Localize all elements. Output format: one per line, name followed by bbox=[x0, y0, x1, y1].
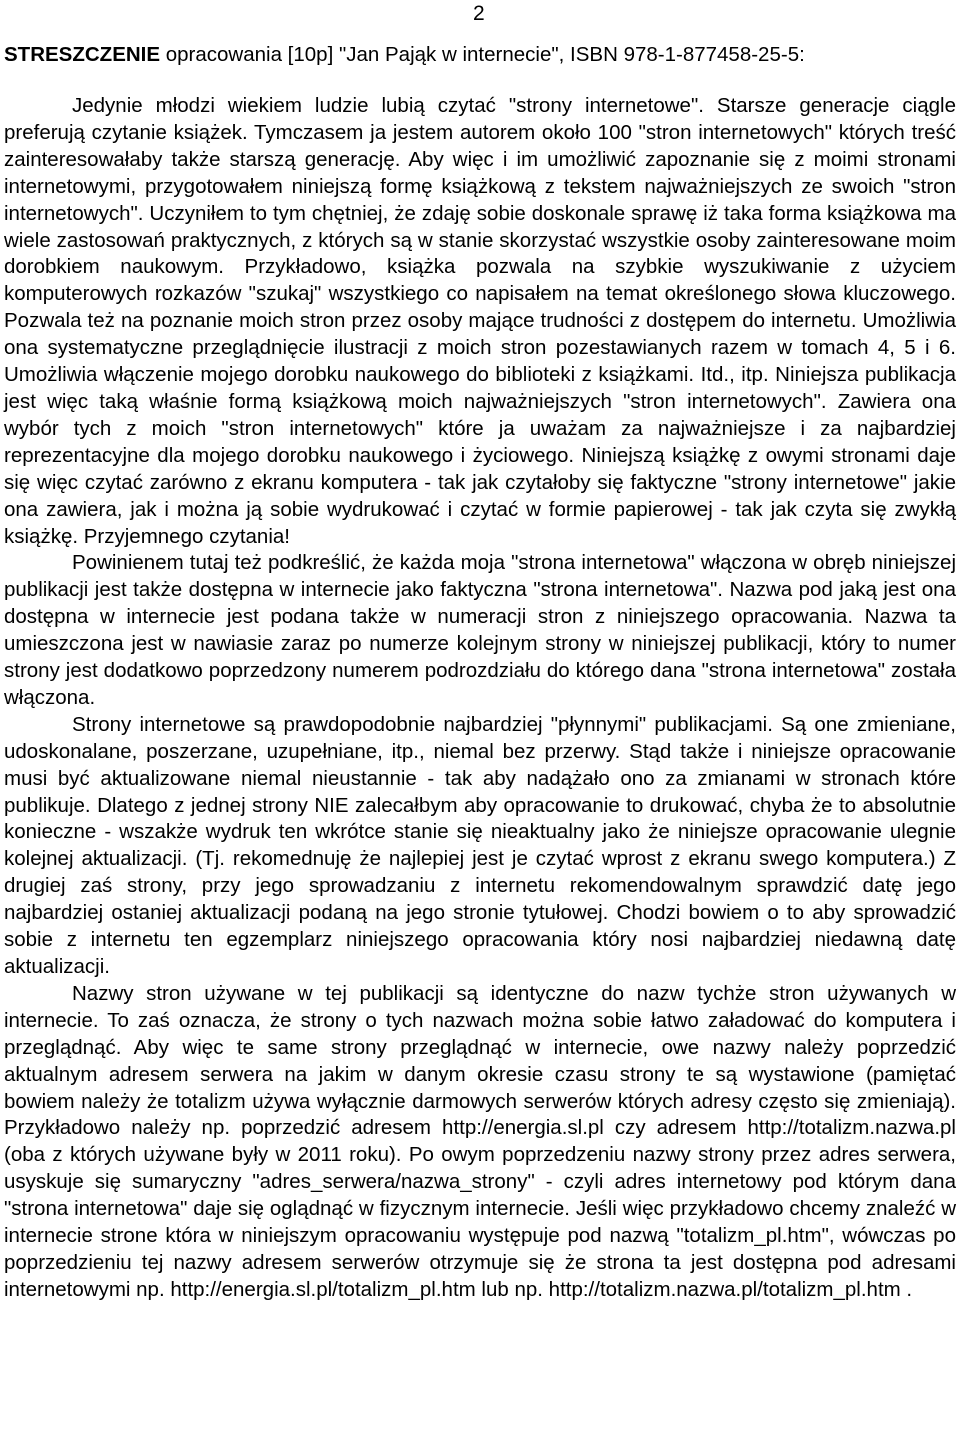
page-number: 2 bbox=[473, 2, 485, 25]
document-body bbox=[4, 93, 956, 1304]
paragraph-page-names: Nazwy stron używane w tej publikacji są identyczne do nazw tychże stron używanych w internecie. To zaś oznacza, że strony o tych nazwach można sobie łatwo załadować do komputera i przeglądnąć. Aby więc te same strony przeglądnąć w internecie, owe nazwy należy poprzedzić aktualnym adresem serwera na jakim w danym okresie czasu strony te są wystawione (pamiętać bowiem należy że totalizm używa wyłącznie darmowych serwerów których adresy często się zmieniają). Przykładowo należy np. poprzedzić adresem http://energia.sl.pl czy adresem http://totalizm.nazwa.pl (oba z których używane były w 2011 roku). Po owym poprzedzeniu nazwy strony przez adres serwera, usyskuje się sumaryczny "adres_serwera/nazwa_strony" - czyli adres internetowy pod którym dana "strona internetowa" daje się oglądnąć w fizycznym internecie. Jeśli więc przykładowo chcemy znaleźć w internecie strone która w niniejszym opracowaniu występuje pod nazwą "totalizm_pl.htm", wówczas po poprzedzieniu tej nazwy adresem serwerów otrzymuje się że strona ta jest dostępna pod adresami internetowymi np. http://energia.sl.pl/totalizm_pl.htm lub np. http://totalizm.nazwa.pl/totalizm_pl.htm . bbox=[4, 981, 956, 1301]
heading-title: STRESZCZENIE bbox=[4, 43, 161, 66]
heading-subtitle: opracowania [10p] "Jan Pająk w internecie", ISBN 978-1-877458-25-5: bbox=[160, 43, 805, 66]
paragraph-availability: Powinienem tutaj też podkreślić, że każda moja "strona internetowa" włączona w obręb niniejszej publikacji jest także dostępna w internecie jako faktyczna "strona internetowa". Nazwa pod jaką jest ona dostępna w internecie jest podana także w numeracji stron z niniejszego opracowania. Nazwa ta umieszczona jest w nawiasie zaraz po numerze kolejnym strony w niniejszej publikacji, który to numer strony jest dodatkowo poprzedzony numerem podrozdziału do którego dana "strona internetowa" została włączona. bbox=[4, 551, 956, 709]
paragraph-updates: Strony internetowe są prawdopodobnie najbardziej "płynnymi" publikacjami. Są one zmieniane, udoskonalane, poszerzane, uzupełniane, itp., niemal bez przerwy. Stąd także i niniejsze opracowanie musi być aktualizowane niemal nieustannie - tak aby nadążało ono za zmianami w stronach które publikuje. Dlatego z jednej strony NIE zalecałbym aby opracowanie to drukować, chyba że to absolutnie konieczne - wszakże wydruk ten wkrótce stanie się nieaktualny jako że niniejsze opracowanie ulegnie kolejnej aktualizacji. (Tj. rekomednuję że najlepiej jest je czytać wprost z ekranu swego komputera.) Z drugiej zaś strony, przy jego sprowadzaniu z internetu rekomendowalnym sprawdzić datę jego najbardziej ostaniej aktualizacji podaną na jego stronie tytułowej. Chodzi bowiem o to aby sprowadzić sobie z internetu ten egzemplarz niniejszego opracowania który nosi najbardziej niedawną datę aktualizacji. bbox=[4, 712, 956, 978]
document-heading bbox=[4, 42, 956, 68]
paragraph-intro: Jedynie młodzi wiekiem ludzie lubią czytać "strony internetowe". Starsze generacje ciągle preferują czytanie książek. Tymczasem ja jestem autorem około 100 "stron internetowych" których treść zainteresowałaby także starszą generację. Aby więc i im umożliwić zapoznanie się z moimi stronami internetowymi, przygotowałem niniejszą formę książkową z tekstem najważniejszych ze swoich "stron internetowych". Uczyniłem to tym chętniej, że zdaję sobie doskonale sprawę iż taka forma książkowa ma wiele zastosowań praktycznych, z których są w stanie skorzystać wszystkie osoby zainteresowane moim dorobkiem naukowym. Przykładowo, książka pozwala na szybkie wyszukiwanie z użyciem komputerowych rozkazów "szukaj" wszystkiego co napisałem na temat określonego słowa kluczowego. Pozwala też na poznanie moich stron przez osoby mające trudności z dostępem do internetu. Umożliwia ona systematyczne przeglądnięcie ilustracji z moich stron pozestawianych razem w tomach 4, 5 i 6. Umożliwia włączenie mojego dorobku naukowego do biblioteki z książkami. Itd., itp. Niniejsza publikacja jest więc taką właśnie formą książkową moich najważniejszych "stron internetowych". Zawiera ona wybór tych z moich "stron internetowych" które ja uważam za najważniejsze i za najbardziej reprezentacyjne dla mojego dorobku naukowego i życiowego. Niniejszą książkę z owymi stronami daje się więc czytać zarówno z ekranu komputera - tak jak czytałoby się faktyczne "strony internetowe" jakie ona zawiera, jak i można ją sobie wydrukować i czytać w formie papierowej - tak jak czyta się zwykłą książkę. Przyjemnego czytania! bbox=[4, 94, 956, 548]
